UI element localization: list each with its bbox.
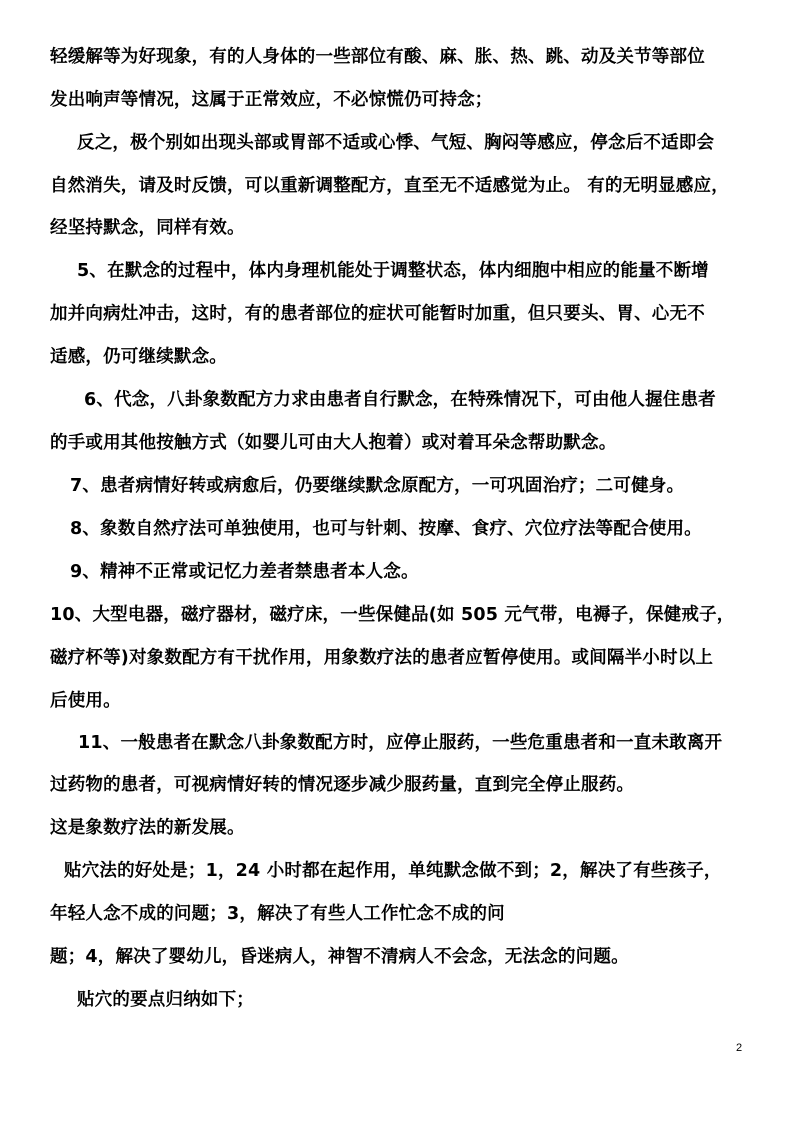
- text-line: 这是象数疗法的新发展。: [50, 818, 245, 838]
- text-line: 的手或用其他按触方式（如婴儿可由大人抱着）或对着耳朵念帮助默念。: [50, 433, 617, 453]
- page-number: 2: [736, 1042, 743, 1054]
- text-line: 题；4，解决了婴幼儿，昏迷病人，神智不清病人不会念，无法念的问题。: [50, 947, 629, 967]
- text-line: 过药物的患者，可视病情好转的情况逐步减少服药量，直到完全停止服药。: [50, 775, 635, 795]
- text-line: 贴穴的要点归纳如下；: [77, 990, 254, 1010]
- text-line: 后使用。: [50, 691, 121, 711]
- text-line: 贴穴法的好处是；1，24 小时都在起作用，单纯默念做不到；2，解决了有些孩子，: [64, 861, 722, 881]
- text-line: 自然消失，请及时反馈，可以重新调整配方，直至无不适感觉为止。 有的无明显感应，: [50, 176, 729, 196]
- text-line: 10、大型电器，磁疗器材，磁疗床，一些保健品(如 505 元气带，电褥子，保健戒子，: [50, 605, 735, 625]
- text-line: 6、代念，八卦象数配方力求由患者自行默念，在特殊情况下，可由他人握住患者: [84, 390, 716, 410]
- text-line: 发出响声等情况，这属于正常效应，不必惊慌仍可持念；: [50, 90, 493, 110]
- text-line: 反之，极个别如出现头部或胃部不适或心悸、气短、胸闷等感应，停念后不适即会: [77, 133, 715, 153]
- text-line: 适感，仍可继续默念。: [50, 347, 227, 367]
- text-line: 5、在默念的过程中，体内身理机能处于调整状态，体内细胞中相应的能量不断增: [77, 261, 709, 281]
- text-line: 7、患者病情好转或病愈后，仍要继续默念原配方，一可巩固治疗；二可健身。: [70, 476, 685, 496]
- text-line: 加并向病灶冲击，这时，有的患者部位的症状可能暂时加重，但只要头、胃、心无不: [50, 304, 705, 324]
- text-line: 轻缓解等为好现象，有的人身体的一些部位有酸、麻、胀、热、跳、动及关节等部位: [50, 47, 705, 67]
- text-line: 8、象数自然疗法可单独使用，也可与针刺、按摩、食疗、穴位疗法等配合使用。: [70, 519, 702, 539]
- text-line: 经坚持默念，同样有效。: [50, 218, 245, 238]
- text-line: 9、精神不正常或记忆力差者禁患者本人念。: [70, 562, 419, 582]
- text-line: 11、一般患者在默念八卦象数配方时，应停止服药，一些危重患者和一直未敢离开: [78, 733, 723, 753]
- text-line: 年轻人念不成的问题；3，解决了有些人工作忙念不成的问: [50, 904, 505, 924]
- text-line: 磁疗杯等)对象数配方有干扰作用，用象数疗法的患者应暂停使用。或间隔半小时以上: [50, 648, 714, 668]
